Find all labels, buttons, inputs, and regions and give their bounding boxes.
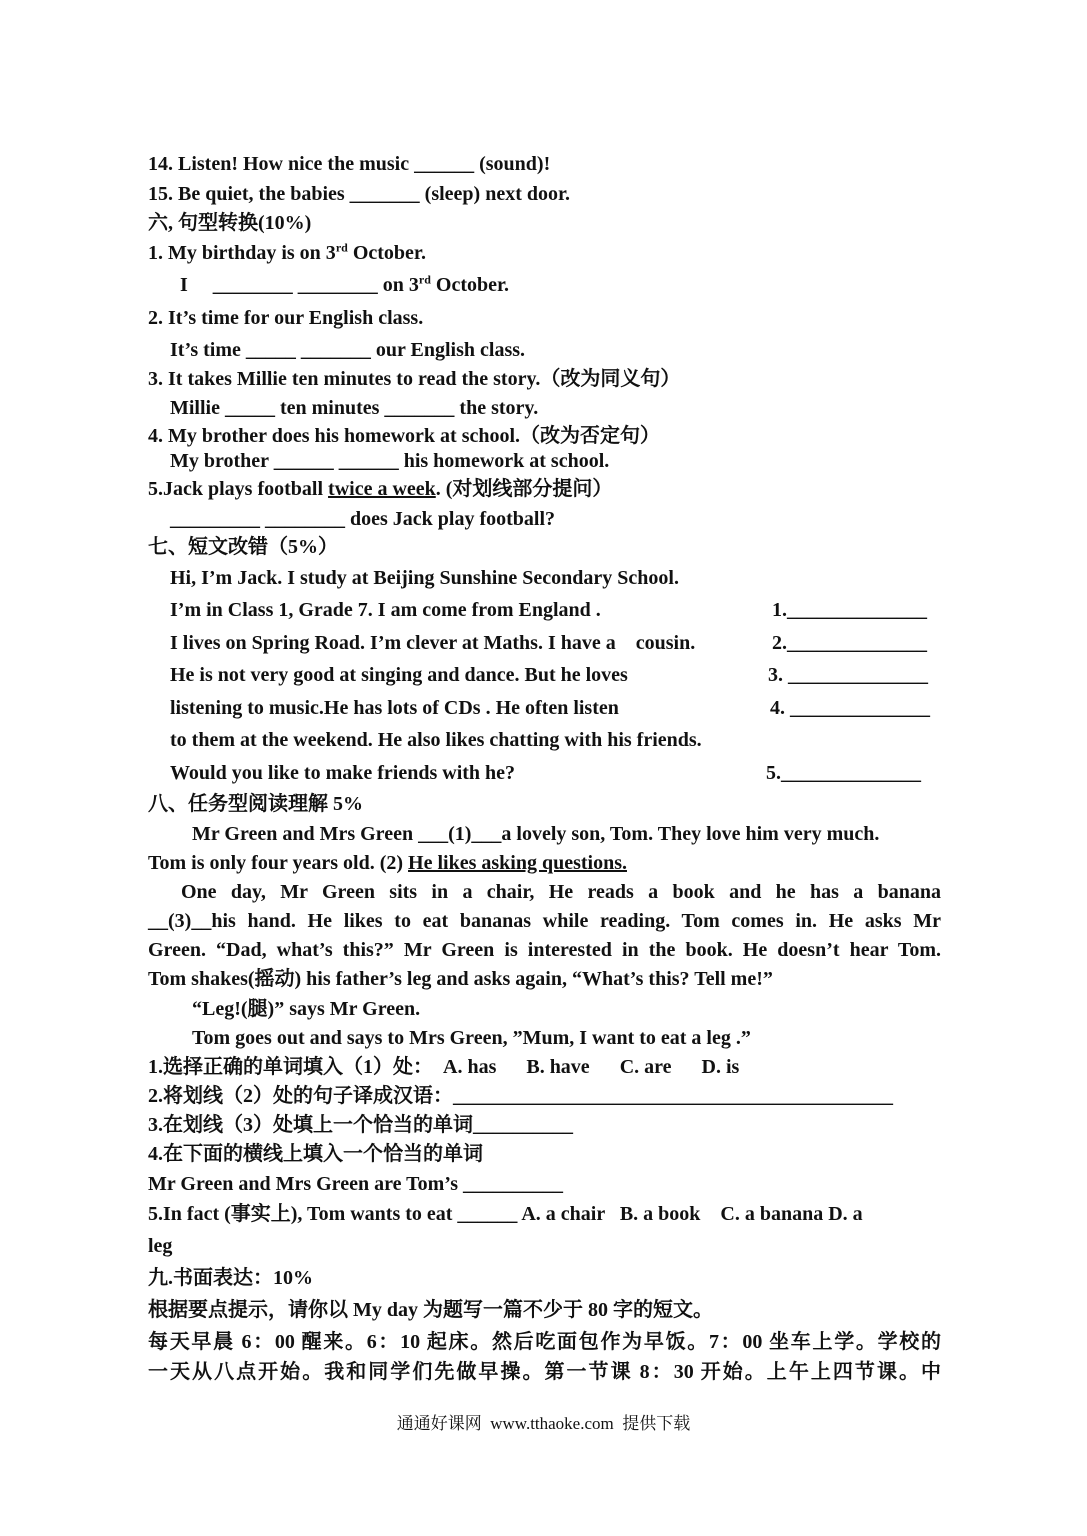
section-8-title: 八、任务型阅读理解 5% xyxy=(148,793,363,815)
s9-prompt-line-1: 每天早晨 6：00 醒来。6：10 起床。然后吃面包作为早饭。7：00 坐车上学。学校的 xyxy=(148,1331,941,1353)
s8-paragraph-2-line-3: Green. “Dad, what’s this?” Mr Green is interested in the book. He doesn’t hear Tom. xyxy=(148,939,941,961)
s6-q3-original: 3. It takes Millie ten minutes to read the story.（改为同义句） xyxy=(148,368,681,390)
s7-row-answer: 1.______________ xyxy=(772,599,927,621)
s7-row-answer: 3. ______________ xyxy=(768,664,928,686)
s6-q5-original xyxy=(148,477,612,501)
s9-prompt-line-2: 一天从八点开始。我和同学们先做早操。第一节课 8：30 开始。上午上四节课。中 xyxy=(148,1361,941,1383)
s8-question-5-cont: leg xyxy=(148,1235,173,1257)
s6-q1-rewrite xyxy=(180,273,509,297)
s6-q5-underlined: twice a week xyxy=(328,478,436,500)
s7-row-text: I lives on Spring Road. I’m clever at Maths. I have a cousin. xyxy=(170,632,696,654)
s6-q3-rewrite: Millie _____ ten minutes _______ the story. xyxy=(170,397,539,419)
s8-question-1: 1.选择正确的单词填入（1）处： A. has B. have C. are D. is xyxy=(148,1056,740,1078)
s8-paragraph-1-line-1: Mr Green and Mrs Green ___(1)___a lovely son, Tom. They love him very much. xyxy=(192,823,880,845)
section-7-title: 七、短文改错（5%） xyxy=(148,536,338,558)
s6-q5-text: 5.Jack plays football xyxy=(148,478,329,500)
section-9-title: 九.书面表达：10% xyxy=(148,1267,313,1289)
s6-q1-rewrite-tail: October. xyxy=(430,274,510,296)
section-6-title: 六, 句型转换(10%) xyxy=(148,212,312,234)
s9-instruction: 根据要点提示，请你以 My day 为题写一篇不少于 80 字的短文。 xyxy=(148,1299,713,1321)
s7-row-text: listening to music.He has lots of CDs . He often listen xyxy=(170,697,619,719)
s6-q1-original-tail: October. xyxy=(347,242,426,264)
s7-row-text: Would you like to make friends with he? xyxy=(170,762,516,784)
s6-q1-rewrite-sup: rd xyxy=(418,272,431,287)
s7-row-text: Hi, I’m Jack. I study at Beijing Sunshine Secondary School. xyxy=(170,567,679,589)
s7-row-text: to them at the weekend. He also likes chatting with his friends. xyxy=(170,729,702,751)
s8-paragraph-1-text: Tom is only four years old. (2) xyxy=(148,852,409,874)
s6-q5-rewrite: _________ ________ does Jack play football? xyxy=(170,508,556,530)
s7-row-answer: 4. ______________ xyxy=(770,697,930,719)
s7-row-answer: 5.______________ xyxy=(766,762,921,784)
s8-underlined-sentence: He likes asking questions. xyxy=(408,852,627,874)
s8-paragraph-3: “Leg!(腿)” says Mr Green. xyxy=(192,998,421,1020)
s8-paragraph-2-line-2: __(3)__his hand. He likes to eat bananas while reading. Tom comes in. He asks Mr xyxy=(148,910,941,932)
s8-question-3: 3.在划线（3）处填上一个恰当的单词__________ xyxy=(148,1114,573,1136)
s6-q1-original-text: 1. My birthday is on 3 xyxy=(148,242,336,264)
s6-q1-original xyxy=(148,241,426,265)
page-footer: 通通好课网 www.tthaoke.com 提供下载 xyxy=(396,1414,691,1433)
s8-paragraph-2-line-4: Tom shakes(摇动) his father’s leg and asks again, “What’s this? Tell me!” xyxy=(148,968,773,990)
s8-paragraph-4: Tom goes out and says to Mrs Green, ”Mum, I want to eat a leg .” xyxy=(192,1027,751,1049)
s8-question-4: 4.在下面的横线上填入一个恰当的单词 xyxy=(148,1143,483,1165)
question-15: 15. Be quiet, the babies _______ (sleep) next door. xyxy=(148,183,571,205)
s6-q4-original: 4. My brother does his homework at school.（改为否定句） xyxy=(148,425,661,447)
s6-q2-rewrite: It’s time _____ _______ our English class. xyxy=(170,339,526,361)
s8-paragraph-1-line-2 xyxy=(148,851,627,875)
s6-q1-rewrite-text: I ________ ________ on 3 xyxy=(180,274,419,296)
s6-q2-original: 2. It’s time for our English class. xyxy=(148,307,424,329)
s7-row-answer: 2.______________ xyxy=(772,632,927,654)
s6-q5-tail: . (对划线部分提问） xyxy=(435,478,613,500)
s8-question-5: 5.In fact (事实上), Tom wants to eat ______ A. a chair B. a book C. a banana D. a xyxy=(148,1203,863,1225)
s8-question-2: 2.将划线（2）处的句子译成汉语：____________________________________________ xyxy=(148,1085,893,1107)
s6-q4-rewrite: My brother ______ ______ his homework at school. xyxy=(170,450,610,472)
s7-row-text: I’m in Class 1, Grade 7. I am come from England . xyxy=(170,599,601,621)
s8-paragraph-2-line-1: One day, Mr Green sits in a chair, He reads a book and he has a banana xyxy=(181,881,941,903)
s7-row-text: He is not very good at singing and dance. But he loves xyxy=(170,664,628,686)
question-14: 14. Listen! How nice the music ______ (sound)! xyxy=(148,153,551,175)
s6-q1-original-sup: rd xyxy=(335,240,348,255)
s8-question-4-blank: Mr Green and Mrs Green are Tom’s __________ xyxy=(148,1173,563,1195)
